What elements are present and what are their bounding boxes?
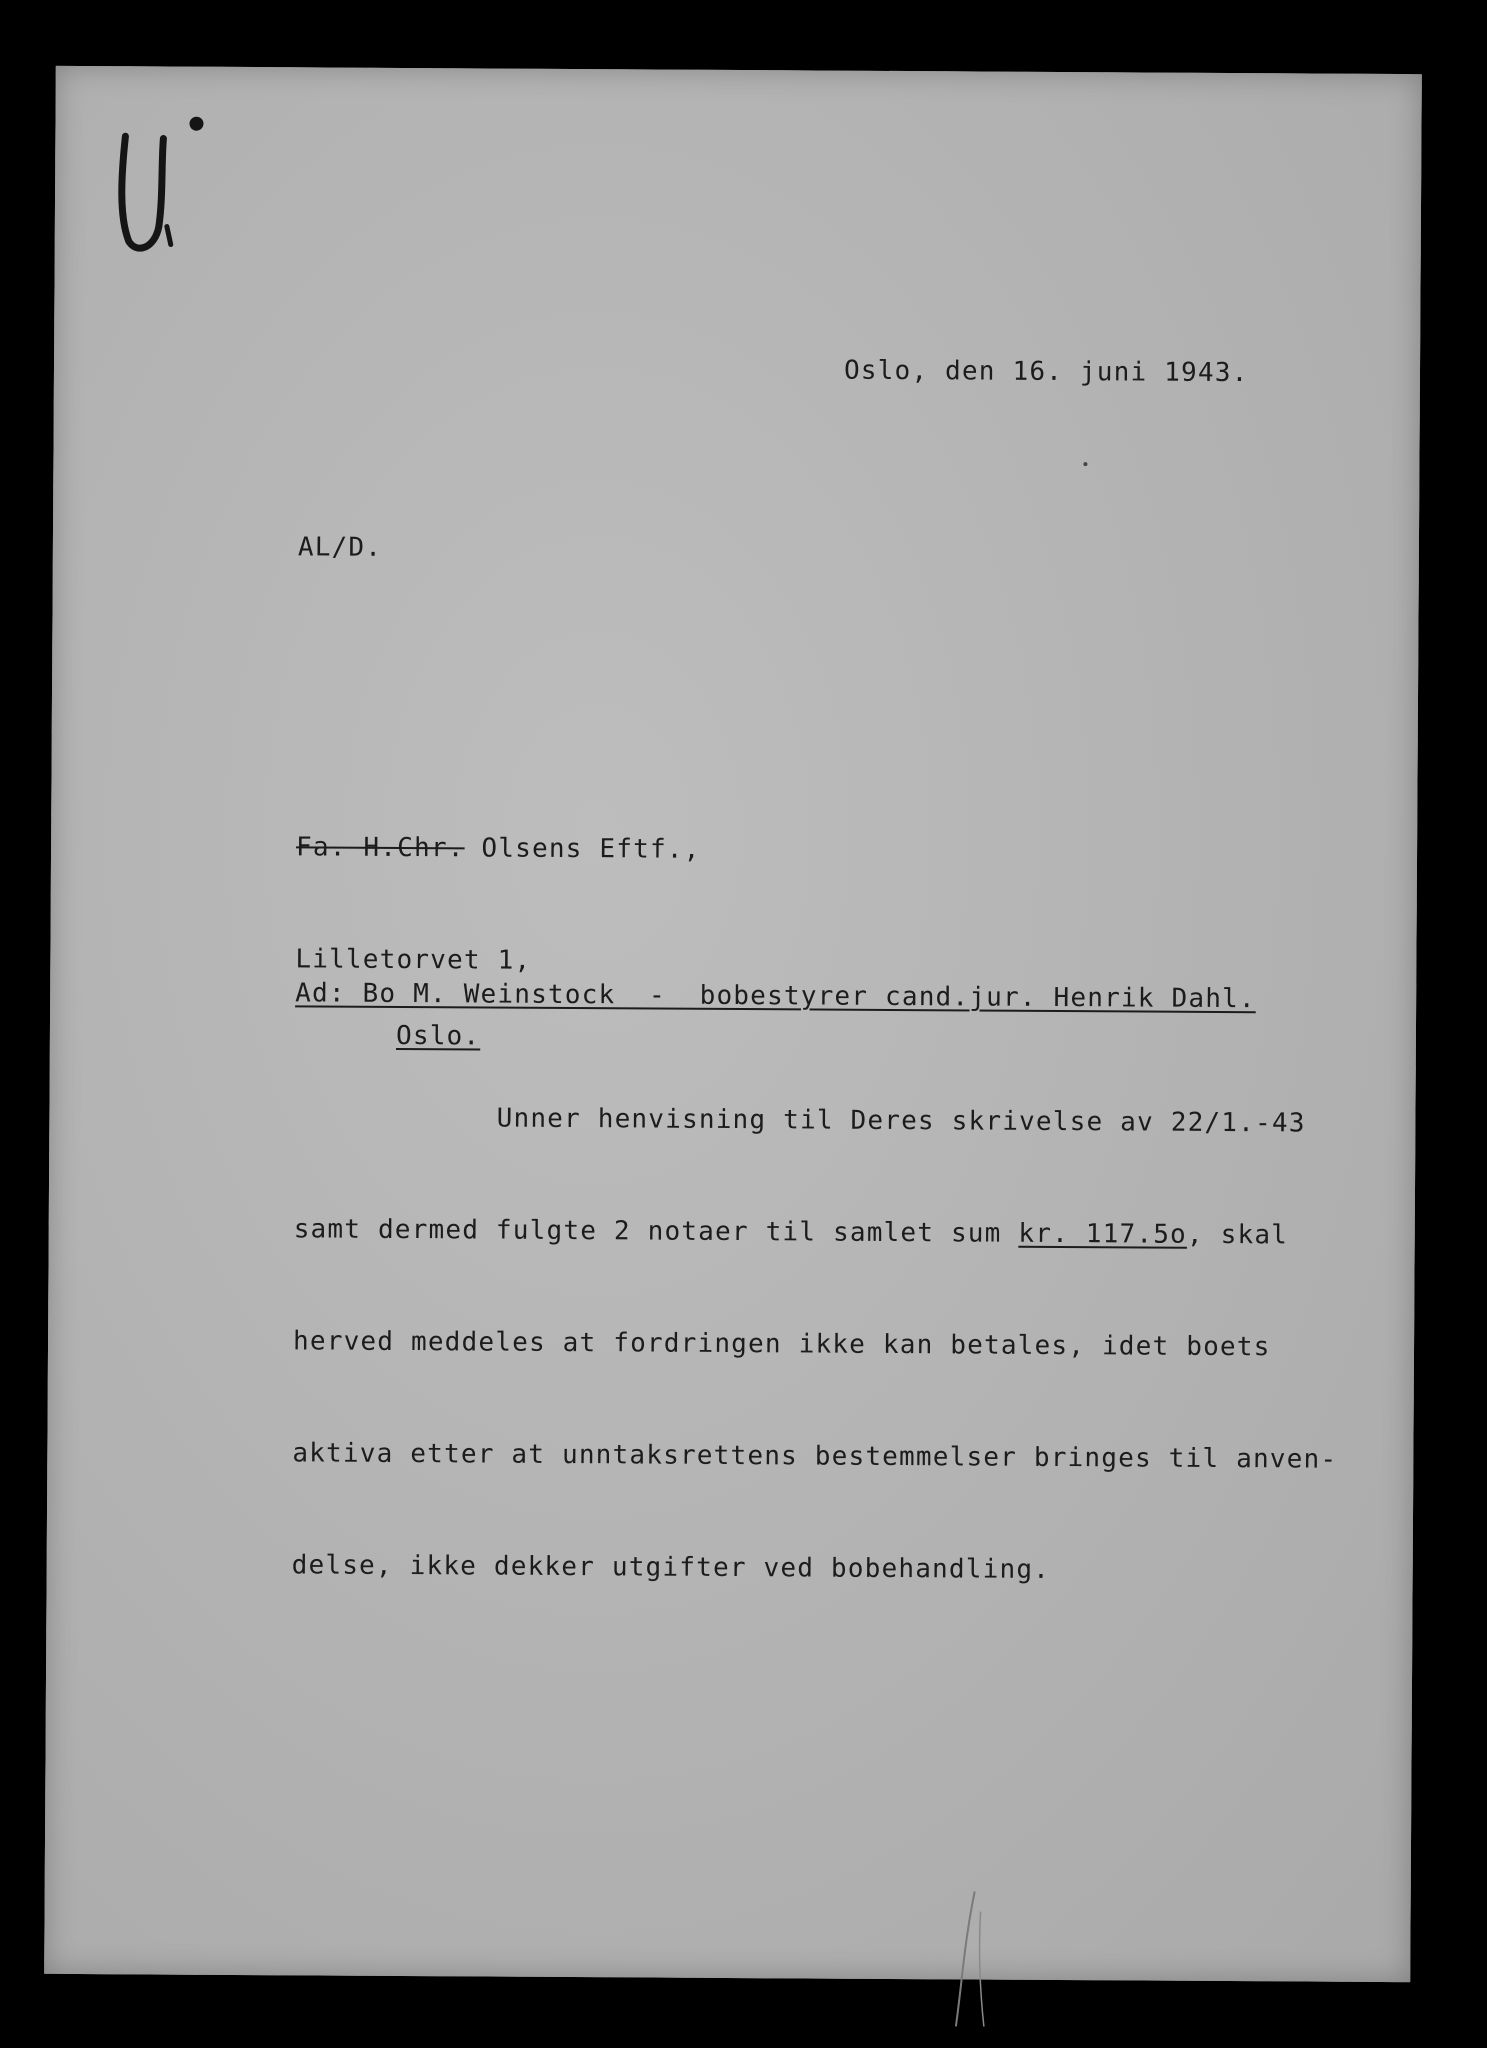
recipient-company-name: Olsens Eftf., xyxy=(464,833,701,865)
struck-company-prefix: Fa. H.Chr. xyxy=(295,832,465,864)
body-line-5: delse, ikke dekker utgifter ved bobehandling. xyxy=(291,1550,1051,1585)
letter-date: Oslo, den 16. juni 1943. xyxy=(843,355,1249,389)
reference-code: AL/D. xyxy=(297,532,383,563)
paper-speck xyxy=(1083,462,1087,466)
letter-subject: Ad: Bo M. Weinstock - bobestyrer cand.jur. Henrik Dahl. xyxy=(295,978,1256,1015)
recipient-city: Oslo. xyxy=(395,1020,481,1052)
letter-page xyxy=(44,66,1422,1982)
amount: kr. 117.5o xyxy=(1018,1218,1188,1250)
body-line-1: Unner henvisning til Deres skrivelse av 22/1.-43 xyxy=(294,1102,1306,1139)
letter-body xyxy=(291,1027,1340,1665)
ink-dot xyxy=(189,117,203,131)
handwritten-initial-mark xyxy=(97,116,198,257)
body-line-2-end: , skal xyxy=(1186,1219,1289,1251)
recipient-line-2: Lilletorvet 1, xyxy=(295,944,532,976)
paper-scratch xyxy=(934,1881,1015,2031)
body-line-2 xyxy=(294,1211,1339,1257)
recipient-line-1 xyxy=(296,829,701,871)
body-line-4: aktiva etter at unntaksrettens bestemmelser bringes til anven- xyxy=(292,1438,1338,1475)
body-line-2-start: samt dermed fulgte 2 notaer til samlet sum xyxy=(293,1214,1019,1249)
body-line-3: herved meddeles at fordringen ikke kan betales, idet boets xyxy=(292,1326,1271,1363)
